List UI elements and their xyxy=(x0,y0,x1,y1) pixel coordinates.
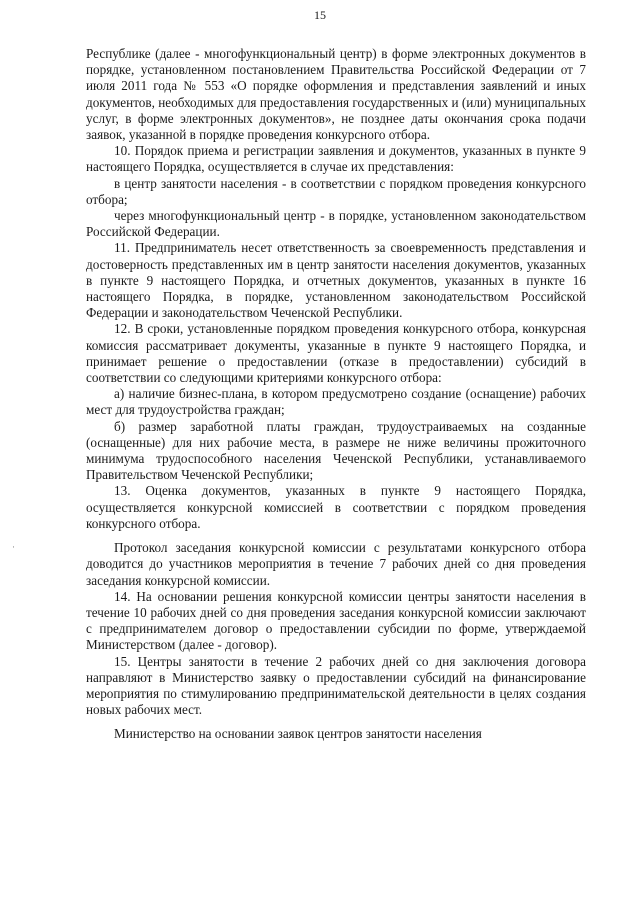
paragraph-15: 15. Центры занятости в течение 2 рабочих дней со дня заключения договора направляют в Министерство заявку о предоставлении субсидий на финансирование мероприятия по стимулированию предпринимательской деятельности в целях создания новых рабочих мест. xyxy=(86,653,586,718)
paragraph-13: 13. Оценка документов, указанных в пункте 9 настоящего Порядка, осуществляется конкурсной комиссией в соответствии с порядком проведения конкурсного отбора. xyxy=(86,483,586,531)
paragraph-12-item-b: б) размер заработной платы граждан, трудоустраиваемых на созданные (оснащенные) для них рабочие места, в размере не ниже величины прожиточного минимума трудоспособного населения Чеченской Республики, устанавливаемого Правительством Чеченской Республики; xyxy=(86,418,586,483)
paragraph-10-item-1: в центр занятости населения - в соответствии с порядком проведения конкурсного отбора; xyxy=(86,175,586,207)
paragraph-15-continuation: Министерство на основании заявок центров занятости населения xyxy=(114,726,482,742)
paragraph-13-protocol: Протокол заседания конкурсной комиссии с результатами конкурсного отбора доводится до участников мероприятия в течение 7 рабочих дней со дня проведения заседания конкурсной комиссии. xyxy=(86,540,586,588)
paragraph-14: 14. На основании решения конкурсной комиссии центры занятости населения в течение 10 рабочих дней со дня проведения заседания конкурсной комиссии заключают с предпринимателем договор о предоставлении субсидии по форме, утверждаемой Министерством (далее - договор). xyxy=(86,588,586,653)
margin-mark: · xyxy=(12,542,15,552)
paragraph-10-item-2: через многофункциональный центр - в порядке, установленном законодательством Российской Федерации. xyxy=(86,208,586,240)
paragraph-continuation: Республике (далее - многофункциональный центр) в форме электронных документов в порядке, установленном постановлением Правительства Российской Федерации от 7 июля 2011 года № 553 «О порядке оформления и представления заявлений и иных документов, необходимых для предоставления государственных и (или) муниципальных услуг, в форме электронных документов», не позднее даты окончания срока подачи заявок, указанной в порядке проведения конкурсного отбора. xyxy=(86,46,586,143)
paragraph-12-item-a: а) наличие бизнес-плана, в котором предусмотрено создание (оснащение) рабочих мест для трудоустройства граждан; xyxy=(86,386,586,418)
document-body xyxy=(86,46,586,743)
paragraph-12: 12. В сроки, установленные порядком проведения конкурсного отбора, конкурсная комиссия рассматривает документы, указанные в пункте 9 настоящего Порядка, и принимает решение о предоставлении (отказе в предоставлении) субсидий в соответствии со следующими критериями конкурсного отбора: xyxy=(86,321,586,386)
paragraph-11: 11. Предприниматель несет ответственность за своевременность представления и достоверность представленных им в центр занятости населения документов, указанных в пункте 9 настоящего Порядка, и отчетных документов, указанных в пункте 16 настоящего Порядка, в порядке, установленном законодательством Российской Федерации и законодательством Чеченской Республики. xyxy=(86,240,586,321)
page-number: 15 xyxy=(314,8,326,22)
paragraph-10: 10. Порядок приема и регистрации заявления и документов, указанных в пункте 9 настоящего Порядка, осуществляется в случае их представления: xyxy=(86,143,586,175)
